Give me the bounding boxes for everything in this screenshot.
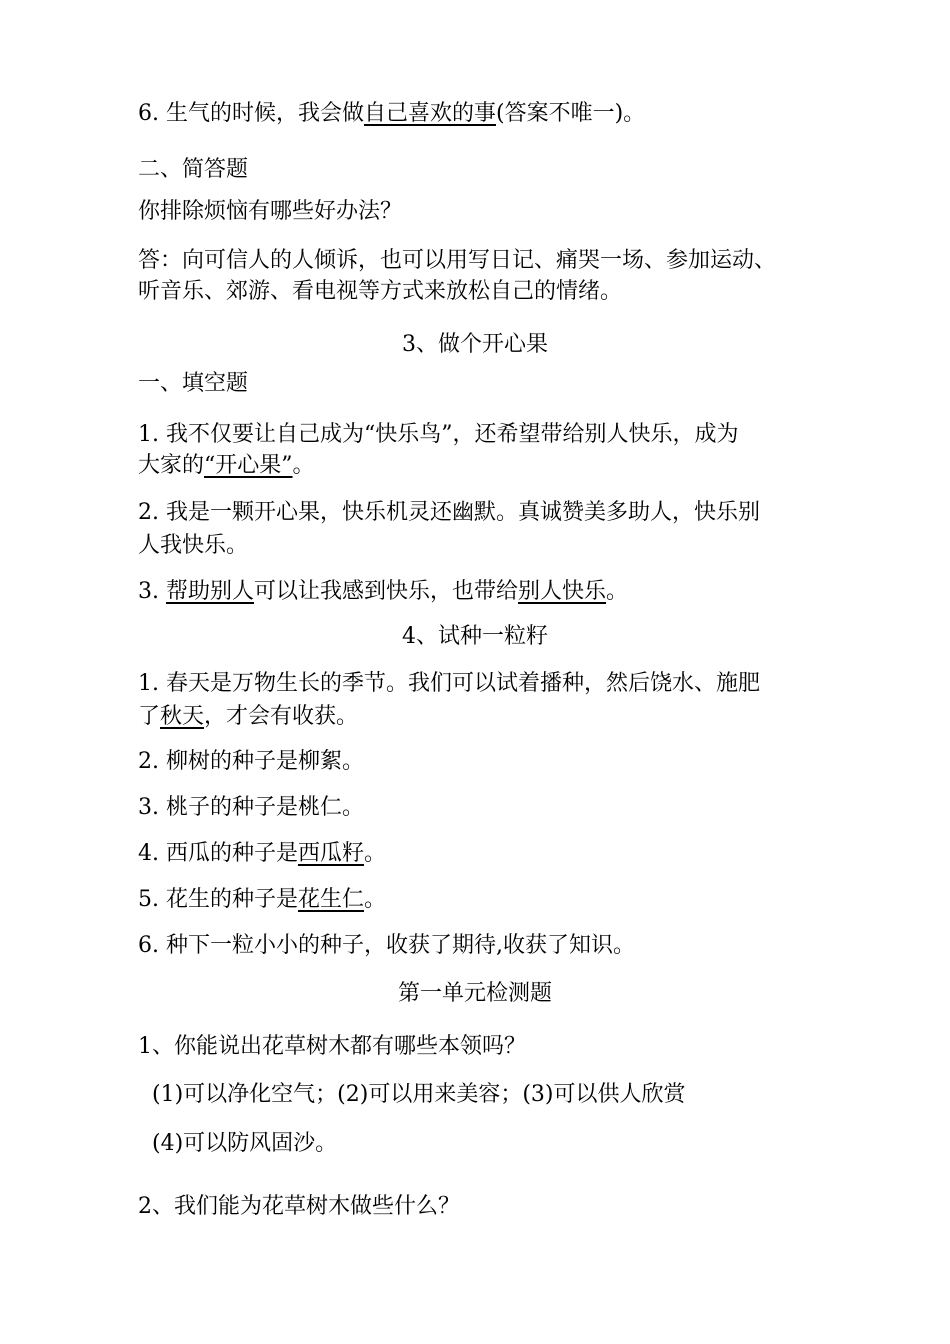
answer-text: 答：向可信人的人倾诉，也可以用写日记、痛哭一场、参加运动、: [138, 248, 777, 273]
question-6-line: [138, 98, 820, 130]
lesson-title: 3、做个开心果: [402, 332, 548, 357]
question-text: 可以让我感到快乐，也带给: [254, 579, 519, 604]
answer-text: 听音乐、郊游、看电视等方式来放松自己的情绪。: [138, 279, 623, 304]
question-text: 6. 种下一粒小小的种子，收获了期待,收获了知识。: [138, 933, 635, 958]
question-text: 你排除烦恼有哪些好办法？: [138, 199, 403, 224]
question-text: 1. 春天是万物生长的季节。我们可以试着播种，然后饶水、施肥: [138, 671, 760, 696]
question-text: 1、你能说出花草树木都有哪些本领吗？: [138, 1034, 526, 1059]
question-text: 。: [606, 579, 629, 604]
underlined-answer: 秋天: [160, 704, 205, 729]
question-text: 3. 桃子的种子是桃仁。: [138, 795, 364, 820]
question-text: 了: [138, 704, 161, 729]
question-line: [138, 884, 820, 916]
question-text: 。: [364, 887, 387, 912]
question-line: [138, 450, 820, 482]
question-text: 人我快乐。: [138, 533, 249, 558]
lesson-title: 4、试种一粒籽: [402, 624, 548, 649]
question-line: [138, 701, 820, 733]
underlined-answer: 帮助别人: [165, 579, 254, 604]
unit-test-title: 第一单元检测题: [397, 981, 552, 1006]
question-line: [138, 838, 820, 870]
section-title: 一、填空题: [138, 371, 249, 396]
question-text: 2、我们能为花草树木做些什么？: [138, 1194, 460, 1219]
question-text: 4. 西瓜的种子是: [138, 841, 298, 866]
answer-text: (1)可以净化空气；(2)可以用来美容；(3)可以供人欣赏: [152, 1082, 686, 1107]
question-text: 2. 柳树的种子是柳絮。: [138, 749, 364, 774]
underlined-answer: 别人快乐: [518, 579, 607, 604]
underlined-answer: 花生仁: [297, 887, 364, 912]
question-text: (答案不唯一)。: [496, 101, 646, 126]
section-title: 二、简答题: [138, 157, 249, 182]
underlined-answer: “开心果”: [204, 453, 293, 478]
question-text: 大家的: [138, 453, 205, 478]
question-text: 5. 花生的种子是: [138, 887, 298, 912]
question-text: 6. 生气的时候，我会做: [138, 101, 364, 126]
underlined-answer: 自己喜欢的事: [363, 101, 496, 126]
question-line: [138, 576, 820, 608]
question-text: 2. 我是一颗开心果，快乐机灵还幽默。真诚赞美多助人，快乐别: [138, 500, 760, 525]
question-text: 。: [364, 841, 387, 866]
question-text: ，才会有收获。: [204, 704, 359, 729]
question-text: 3.: [138, 579, 166, 604]
answer-text: (4)可以防风固沙。: [152, 1131, 338, 1156]
underlined-answer: 西瓜籽: [297, 841, 364, 866]
question-text: 。: [292, 453, 315, 478]
question-text: 1. 我不仅要让自己成为“快乐鸟”，还希望带给别人快乐，成为: [138, 422, 739, 447]
